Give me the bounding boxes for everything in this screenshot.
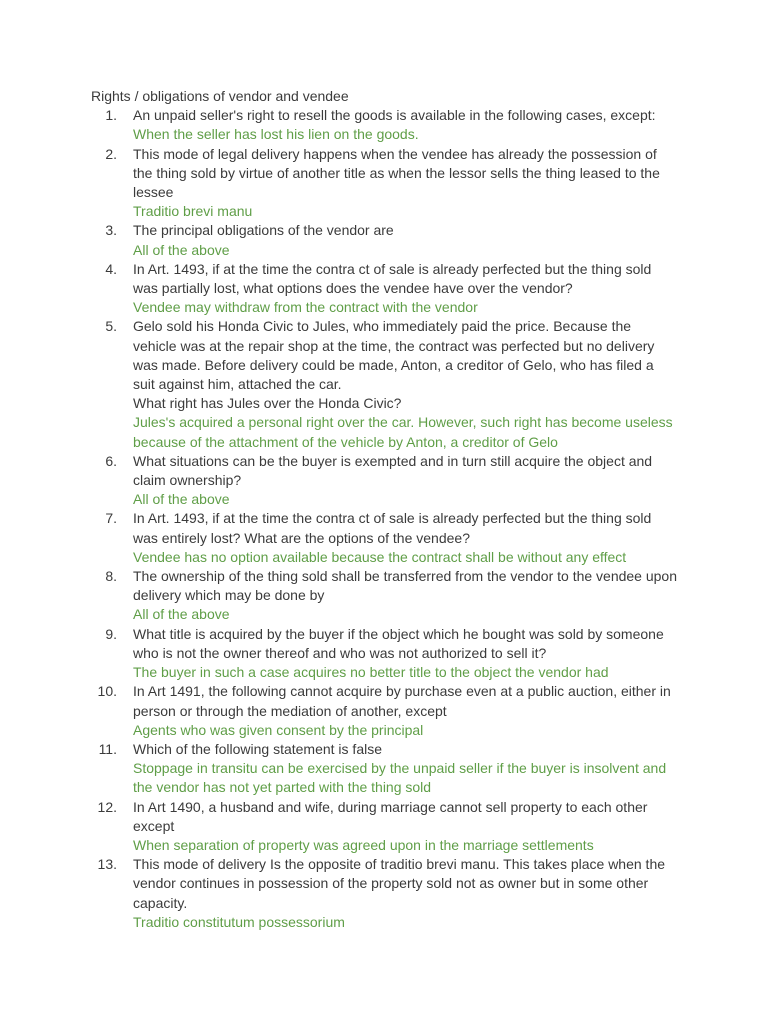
qa-item <box>91 221 677 259</box>
answer-text: Stoppage in transitu can be exercised by the unpaid seller if the buyer is insolvent and the vendor has not yet parted with the thing sold <box>133 760 667 796</box>
question-text: An unpaid seller's right to resell the goods is available in the following cases, except: <box>133 107 656 124</box>
question-text: The ownership of the thing sold shall be transferred from the vendor to the vendee upon delivery which may be done by <box>133 568 678 604</box>
item-body <box>133 145 677 222</box>
answer-text: Jules's acquired a personal right over the car. However, such right has become useless because of the attachment of the vehicle by Anton, a creditor of Gelo <box>133 414 673 450</box>
item-number: 9. <box>105 625 117 642</box>
item-body <box>133 740 677 798</box>
item-number: 13. <box>97 856 117 873</box>
question-text: Which of the following statement is false <box>133 740 383 757</box>
qa-item <box>91 682 677 740</box>
qa-item <box>91 798 677 856</box>
item-body <box>133 260 677 318</box>
question-text: In Art. 1493, if at the time the contra ct of sale is already perfected but the thing sold was entirely lost? What are the options of the vendee? <box>133 510 652 546</box>
question-text: In Art. 1493, if at the time the contra ct of sale is already perfected but the thing sold was partially lost, what options does the vendee have over the vendor? <box>133 260 652 297</box>
answer-text: When the seller has lost his lien on the goods. <box>133 126 419 143</box>
item-number: 12. <box>97 798 117 815</box>
item-number: 5. <box>105 318 117 335</box>
document-title: Rights / obligations of vendor and vendee <box>91 88 349 104</box>
qa-item <box>91 106 677 144</box>
item-number: 10. <box>97 683 117 700</box>
question-text: What situations can be the buyer is exempted and in turn still acquire the object and claim ownership? <box>133 452 653 489</box>
qa-item <box>91 145 677 222</box>
item-number: 3. <box>105 222 117 239</box>
qa-item <box>91 740 677 798</box>
item-number: 6. <box>105 452 117 469</box>
item-number: 1. <box>105 107 117 124</box>
answer-text: When separation of property was agreed upon in the marriage settlements <box>133 836 594 853</box>
qa-item <box>91 260 677 318</box>
question-text: In Art 1490, a husband and wife, during marriage cannot sell property to each other except <box>133 798 648 834</box>
answer-text: All of the above <box>133 241 230 258</box>
item-body <box>133 106 677 144</box>
question-text: The principal obligations of the vendor are <box>133 222 394 239</box>
answer-text: All of the above <box>133 606 230 623</box>
qa-item <box>91 317 677 451</box>
answer-text: Agents who was given consent by the principal <box>133 721 424 738</box>
qa-item <box>91 625 677 683</box>
item-number: 8. <box>105 568 117 585</box>
item-number: 4. <box>105 260 117 277</box>
qa-item <box>91 509 677 567</box>
item-number: 7. <box>105 510 117 527</box>
question-text: What title is acquired by the buyer if the object which he bought was sold by someone who is not the owner thereof and who was not authorized to sell it? <box>133 625 664 661</box>
item-body <box>133 682 677 740</box>
question-list <box>91 106 677 932</box>
answer-text: Traditio constitutum possessorium <box>133 913 345 930</box>
answer-text: Traditio brevi manu <box>133 203 253 220</box>
qa-item <box>91 567 677 625</box>
item-body <box>133 221 677 259</box>
question-text: Gelo sold his Honda Civic to Jules, who immediately paid the price. Because the vehicle was at the repair shop at the time, the contract was perfected but no delivery was made. Before delivery could be made, Anton, a creditor of Gelo, who has filed a suit against him, attached the car. <box>133 318 655 393</box>
question-text-continued: What right has Jules over the Honda Civic? <box>133 395 402 412</box>
answer-text: The buyer in such a case acquires no better title to the object the vendor had <box>133 664 609 681</box>
item-body <box>133 855 677 932</box>
answer-text: Vendee has no option available because the contract shall be without any effect <box>133 548 627 565</box>
item-body <box>133 317 677 451</box>
answer-text: Vendee may withdraw from the contract with the vendor <box>133 299 478 316</box>
item-body <box>133 567 677 625</box>
item-body <box>133 625 677 683</box>
item-body <box>133 509 677 567</box>
question-text: This mode of legal delivery happens when the vendee has already the possession of the thing sold by virtue of another title as when the lessor sells the thing leased to the lessee <box>133 145 660 201</box>
question-text: This mode of delivery Is the opposite of traditio brevi manu. This takes place when the vendor continues in possession of the property sold not as owner but in some other capacity. <box>133 856 666 911</box>
qa-item <box>91 452 677 510</box>
item-number: 11. <box>98 740 117 757</box>
item-number: 2. <box>105 145 117 162</box>
item-body <box>133 798 677 856</box>
qa-item <box>91 855 677 932</box>
question-text: In Art 1491, the following cannot acquire by purchase even at a public auction, either in person or through the mediation of another, except <box>133 683 671 719</box>
item-body <box>133 452 677 510</box>
answer-text: All of the above <box>133 491 230 508</box>
